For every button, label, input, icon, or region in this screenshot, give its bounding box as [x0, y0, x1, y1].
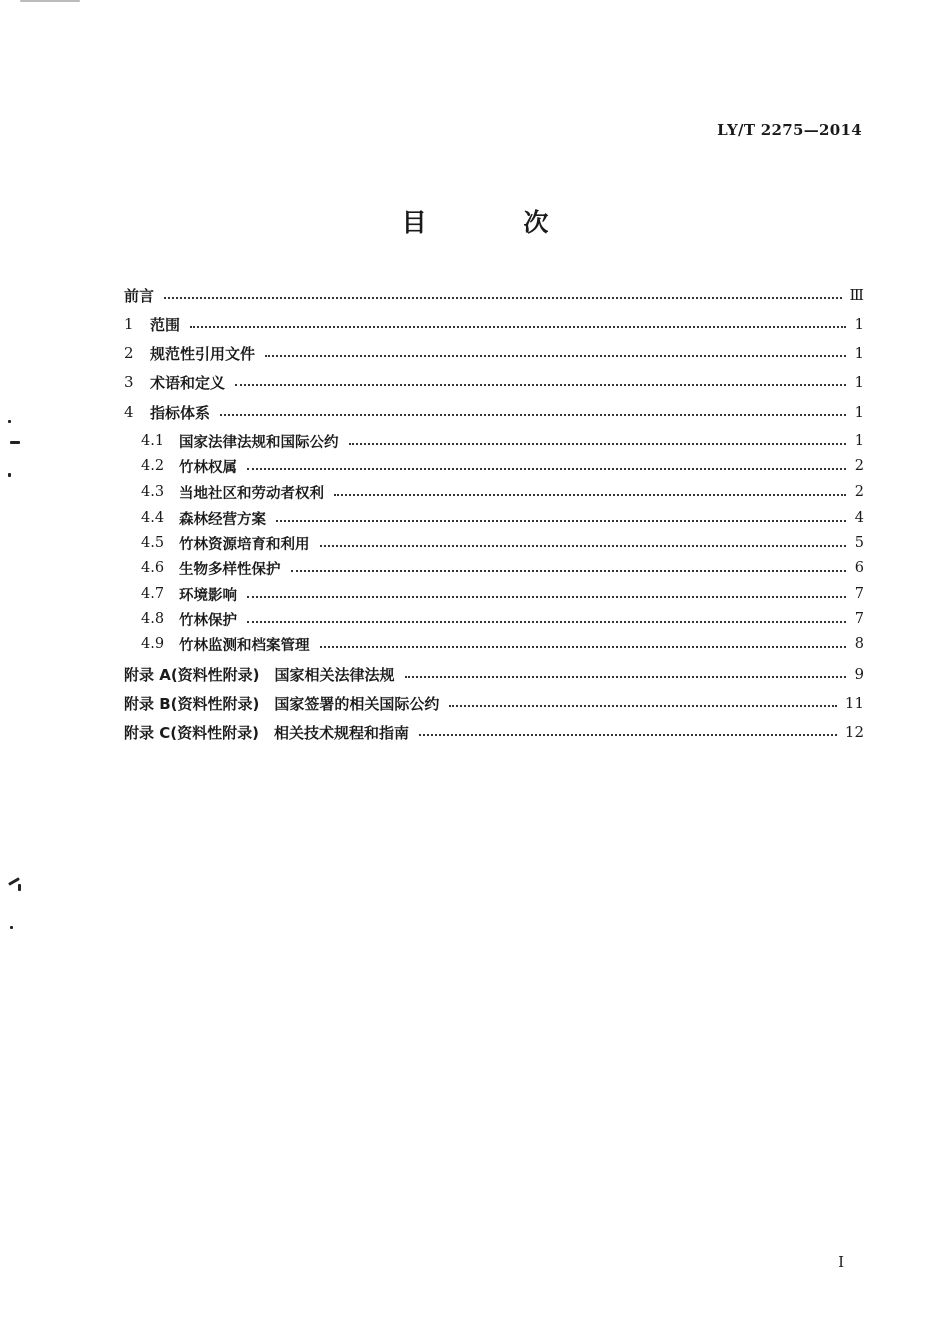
toc-title: 竹林资源培育和利用 — [179, 536, 310, 553]
toc-number: 4.8 — [141, 611, 165, 627]
toc-entry-4-4[interactable] — [141, 507, 864, 529]
toc-title: 生物多样性保护 — [179, 561, 281, 578]
leader-dots — [320, 646, 847, 648]
leader-dots — [291, 570, 847, 572]
toc-number: 4.2 — [141, 458, 165, 474]
toc-number: 4.7 — [141, 586, 165, 602]
toc-entry-3[interactable] — [124, 371, 864, 393]
toc-entry-4-2[interactable] — [141, 455, 864, 477]
toc-title: 规范性引用文件 — [150, 344, 256, 363]
toc-title: 术语和定义 — [150, 373, 226, 392]
page-title: 目 次 — [401, 208, 593, 237]
toc-page: 6 — [854, 560, 864, 576]
leader-dots — [190, 326, 846, 328]
toc-entry-4-7[interactable] — [141, 583, 864, 605]
leader-dots — [247, 621, 846, 623]
toc-entry-appendix-b[interactable] — [124, 692, 864, 714]
toc-entry-1[interactable] — [124, 313, 864, 335]
toc-entry-4-6[interactable] — [141, 557, 864, 579]
leader-dots — [247, 468, 846, 470]
toc-number: 4.4 — [141, 510, 165, 526]
scan-speck — [8, 473, 11, 477]
scan-speck — [20, 0, 80, 2]
leader-dots — [247, 596, 846, 598]
toc-entry-2[interactable] — [124, 342, 864, 364]
toc-page: 11 — [844, 694, 864, 712]
scan-speck — [18, 884, 21, 891]
toc-page: 7 — [854, 586, 864, 602]
leader-dots — [320, 545, 847, 547]
toc-entry-appendix-c[interactable] — [124, 721, 864, 743]
leader-dots — [405, 676, 846, 678]
toc-page: 7 — [854, 611, 864, 627]
toc-entry-4-9[interactable] — [141, 633, 864, 655]
toc-title: 环境影响 — [179, 587, 237, 604]
toc-number: 2 — [124, 344, 134, 362]
toc-page: 4 — [854, 510, 864, 526]
toc-title: 竹林权属 — [179, 459, 237, 476]
toc-title: 竹林监测和档案管理 — [179, 637, 310, 654]
toc-number: 4.9 — [141, 636, 165, 652]
toc-entry-foreword[interactable] — [124, 284, 864, 306]
toc-number: 1 — [124, 315, 134, 333]
toc-page: 5 — [854, 535, 864, 551]
toc-title: 附录 B(资料性附录) 国家签署的相关国际公约 — [124, 694, 440, 713]
toc-number: 3 — [124, 373, 134, 391]
toc-entry-4-1[interactable] — [141, 430, 864, 452]
toc-entry-4-8[interactable] — [141, 608, 864, 630]
toc-title: 附录 A(资料性附录) 国家相关法律法规 — [124, 665, 395, 684]
toc-entry-4-3[interactable] — [141, 481, 864, 503]
toc-page: 2 — [854, 484, 864, 500]
leader-dots — [419, 734, 837, 736]
toc-number: 4 — [124, 403, 134, 421]
leader-dots — [220, 414, 846, 416]
toc-page: 12 — [844, 723, 864, 741]
toc-page: 9 — [854, 665, 864, 683]
leader-dots — [334, 494, 846, 496]
toc-page: 8 — [854, 636, 864, 652]
toc-page: 1 — [854, 315, 864, 333]
toc-title: 竹林保护 — [179, 612, 237, 629]
toc-number: 4.3 — [141, 484, 165, 500]
toc-title: 范围 — [150, 315, 181, 334]
toc-number: 4.1 — [141, 433, 165, 449]
scan-speck — [8, 420, 11, 423]
toc-page: 1 — [854, 433, 864, 449]
toc-page: 1 — [854, 373, 864, 391]
toc-entry-4[interactable] — [124, 401, 864, 423]
toc-page: Ⅲ — [849, 286, 864, 304]
toc-title: 附录 C(资料性附录) 相关技术规程和指南 — [124, 723, 409, 742]
leader-dots — [164, 297, 842, 299]
toc-title: 当地社区和劳动者权利 — [179, 485, 324, 502]
toc-entry-appendix-a[interactable] — [124, 663, 864, 685]
scan-speck — [10, 441, 20, 444]
toc-title: 指标体系 — [150, 403, 211, 422]
toc-title: 森林经营方案 — [179, 511, 266, 528]
leader-dots — [265, 355, 846, 357]
toc-page: 1 — [854, 403, 864, 421]
leader-dots — [349, 443, 847, 445]
scan-speck — [10, 926, 13, 929]
toc-title: 前言 — [124, 286, 155, 305]
toc-page: 2 — [854, 458, 864, 474]
page-number: I — [838, 1253, 844, 1271]
toc-title: 国家法律法规和国际公约 — [179, 434, 339, 451]
standard-code: LY/T 2275—2014 — [717, 121, 862, 139]
toc-number: 4.6 — [141, 560, 165, 576]
leader-dots — [235, 384, 846, 386]
leader-dots — [276, 520, 846, 522]
toc-number: 4.5 — [141, 535, 165, 551]
toc-page: 1 — [854, 344, 864, 362]
toc-entry-4-5[interactable] — [141, 532, 864, 554]
leader-dots — [449, 705, 837, 707]
